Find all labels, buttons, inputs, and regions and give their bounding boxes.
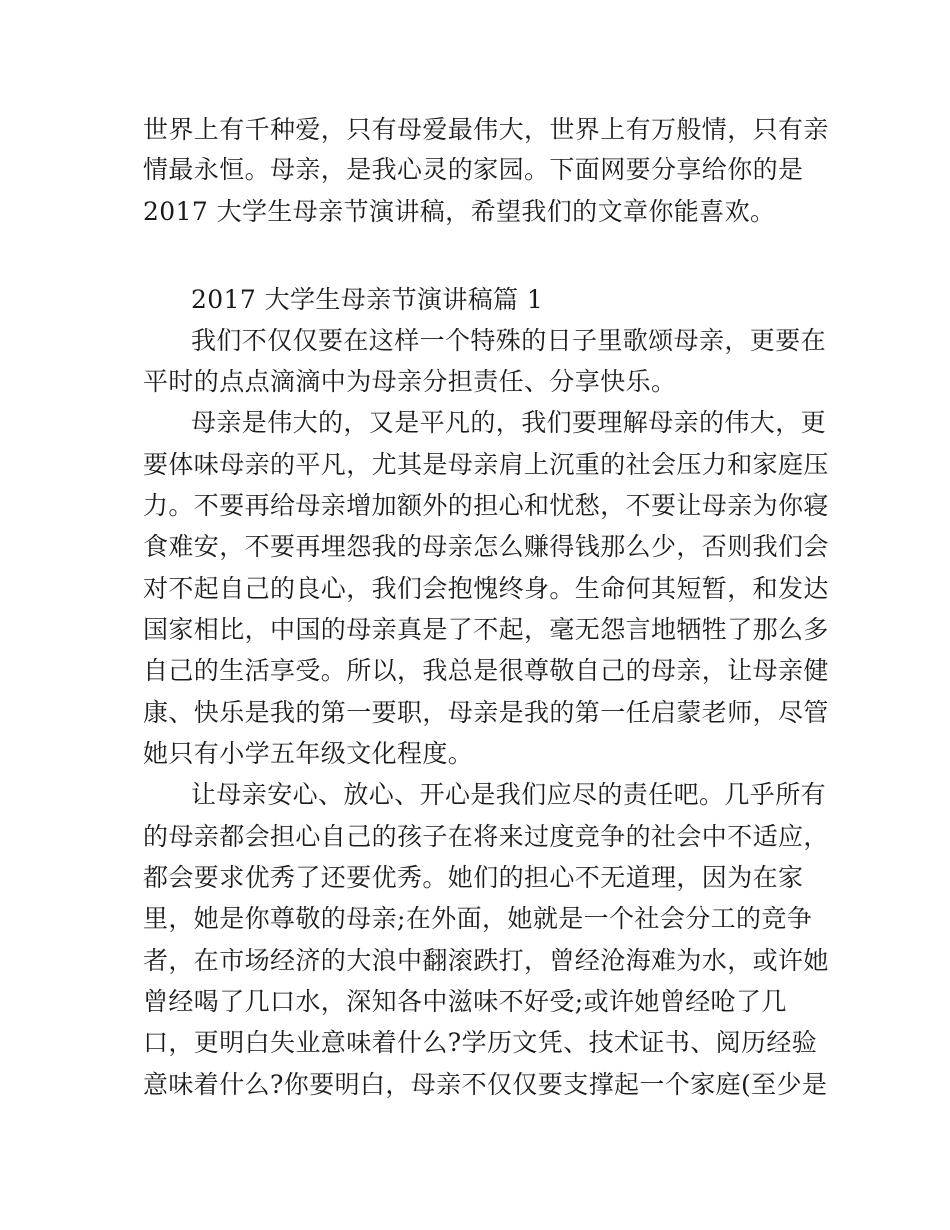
intro-line: 2017 大学生母亲节演讲稿，希望我们的文章你能喜欢。 — [143, 197, 776, 226]
paragraph-line: 平时的点点滴滴中为母亲分担责任、分享快乐。 — [143, 367, 677, 396]
paragraph-line: 者，在市场经济的大浪中翻滚跌打，曾经沧海难为水，或许她 — [143, 946, 829, 975]
paragraph-line: 她只有小学五年级文化程度。 — [143, 739, 474, 768]
paragraph-line: 食难安，不要再埋怨我的母亲怎么赚得钱那么少，否则我们会 — [143, 532, 829, 561]
paragraph-line: 我们不仅仅要在这样一个特殊的日子里歌颂母亲，更要在 — [191, 326, 827, 355]
paragraph-line: 对不起自己的良心，我们会抱愧终身。生命何其短暂，和发达 — [143, 574, 829, 603]
paragraph-line: 都会要求优秀了还要优秀。她们的担心不无道理，因为在家 — [143, 863, 804, 892]
paragraph-line: 国家相比，中国的母亲真是了不起，毫无怨言地牺牲了那么多 — [143, 615, 829, 644]
section-title: 2017 大学生母亲节演讲稿篇 1 — [191, 285, 544, 314]
paragraph-line: 自己的生活享受。所以，我总是很尊敬自己的母亲，让母亲健 — [143, 656, 829, 685]
intro-line: 情最永恒。母亲，是我心灵的家园。下面网要分享给你的是 — [143, 155, 804, 184]
paragraph-line: 意味着什么?你要明白，母亲不仅仅要支撑起一个家庭(至少是 — [143, 1070, 828, 1099]
paragraph-line: 的母亲都会担心自己的孩子在将来过度竞争的社会中不适应， — [143, 822, 829, 851]
paragraph-line: 里，她是你尊敬的母亲;在外面，她就是一个社会分工的竞争 — [143, 904, 813, 933]
paragraph-line: 康、快乐是我的第一要职，母亲是我的第一任启蒙老师，尽管 — [143, 698, 829, 727]
paragraph-line: 力。不要再给母亲增加额外的担心和忧愁，不要让母亲为你寝 — [143, 491, 829, 520]
paragraph-line: 母亲是伟大的，又是平凡的，我们要理解母亲的伟大，更 — [191, 408, 827, 437]
paragraph-line: 口，更明白失业意味着什么?学历文凭、技术证书、阅历经验 — [143, 1028, 818, 1057]
paragraph-line: 让母亲安心、放心、开心是我们应尽的责任吧。几乎所有 — [191, 780, 827, 809]
paragraph-line: 曾经喝了几口水，深知各中滋味不好受;或许她曾经呛了几 — [143, 987, 787, 1016]
intro-line: 世界上有千种爱，只有母爱最伟大，世界上有万般情，只有亲 — [143, 115, 829, 144]
paragraph-line: 要体味母亲的平凡，尤其是母亲肩上沉重的社会压力和家庭压 — [143, 450, 829, 479]
